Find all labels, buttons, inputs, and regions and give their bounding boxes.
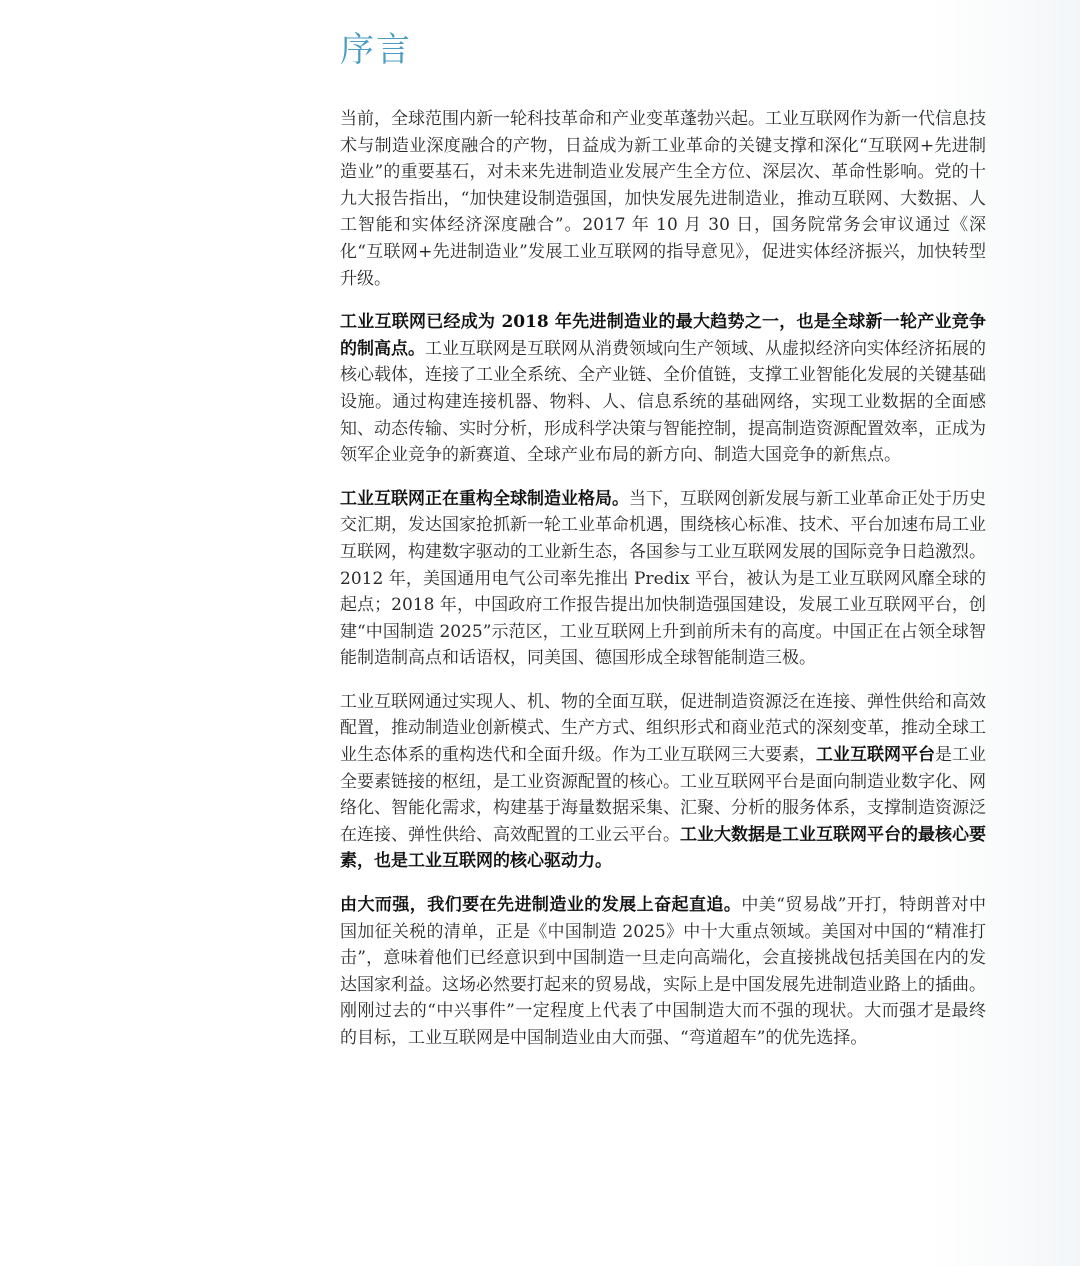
paragraph-lead: 工业互联网已经成为 2018 年先进制造业的最大趋势之一，也是全球新一轮产业竞争的制高点。 bbox=[340, 312, 986, 359]
paragraph-emphasis: 工业互联网平台 bbox=[816, 745, 935, 766]
paragraph-4 bbox=[340, 689, 986, 875]
paragraph-3 bbox=[340, 486, 986, 672]
paragraph-text: 工业互联网是互联网从消费领域向生产领域、从虚拟经济向实体经济拓展的核心载体，连接了工业全系统、全产业链、全价值链，支撑工业智能化发展的关键基础设施。通过构建连接机器、物料、人、信息系统的基础网络，实现工业数据的全面感知、动态传输、实时分析，形成科学决策与智能控制，提高制造资源配置效率，正成为领军企业竞争的新赛道、全球产业布局的新方向、制造大国竞争的新焦点。 bbox=[340, 338, 986, 466]
page-title: 序言 bbox=[340, 30, 412, 70]
paragraph-2 bbox=[340, 309, 986, 469]
body-text bbox=[340, 106, 986, 1069]
paragraph-text: 当下，互联网创新发展与新工业革命正处于历史交汇期，发达国家抢抓新一轮工业革命机遇，围绕核心标准、技术、平台加速布局工业互联网，构建数字驱动的工业新生态，各国参与工业互联网发展的国际竞争日趋激烈。2012 年，美国通用电气公司率先推出 Predix 平台，被认为是工业互联网风靡全球的起点；2018 年，中国政府工作报告提出加快制造强国建设，发展工业互联网平台，创建“中国制造 2025”示范区，工业互联网上升到前所未有的高度。中国正在占领全球智能制造制高点和话语权，同美国、德国形成全球智能制造三极。 bbox=[340, 488, 986, 669]
paragraph-emphasis-closing: 工业大数据是工业互联网平台的最核心要素，也是工业互联网的核心驱动力。 bbox=[340, 824, 986, 872]
paragraph-5 bbox=[340, 892, 986, 1052]
paragraph-text-continued: 是工业全要素链接的枢纽，是工业资源配置的核心。工业互联网平台是面向制造业数字化、网络化、智能化需求，构建基于海量数据采集、汇聚、分析的服务体系，支撑制造资源泛在连接、弹性供给、高效配置的工业云平台。 bbox=[340, 745, 986, 845]
paragraph-text: 中美“贸易战”开打，特朗普对中国加征关税的清单，正是《中国制造 2025》中十大重点领域。美国对中国的“精准打击”，意味着他们已经意识到中国制造一旦走向高端化，会直接挑战包括美国在内的发达国家利益。这场必然要打起来的贸易战，实际上是中国发展先进制造业路上的插曲。刚刚过去的“中兴事件”一定程度上代表了中国制造大而不强的现状。大而强才是最终的目标，工业互联网是中国制造业由大而强、“弯道超车”的优先选择。 bbox=[340, 895, 986, 1048]
paragraph-lead: 由大而强，我们要在先进制造业的发展上奋起直追。 bbox=[340, 895, 742, 916]
paragraph-1 bbox=[340, 106, 986, 292]
paragraph-text: 当前，全球范围内新一轮科技革命和产业变革蓬勃兴起。工业互联网作为新一代信息技术与制造业深度融合的产物，日益成为新工业革命的关键支撑和深化“互联网+先进制造业”的重要基石，对未来先进制造业发展产生全方位、深层次、革命性影响。党的十九大报告指出，“加快建设制造强国，加快发展先进制造业，推动互联网、大数据、人工智能和实体经济深度融合”。2017 年 10 月 30 日，国务院常务会审议通过《深化“互联网+先进制造业”发展工业互联网的指导意见》，促进实体经济振兴，加快转型升级。 bbox=[340, 109, 986, 289]
paragraph-lead: 工业互联网正在重构全球制造业格局。 bbox=[340, 488, 629, 509]
paragraph-text: 工业互联网通过实现人、机、物的全面互联，促进制造资源泛在连接、弹性供给和高效配置，推动制造业创新模式、生产方式、组织形式和商业范式的深刻变革，推动全球工业生态体系的重构迭代和全面升级。作为工业互联网三大要素， bbox=[340, 691, 986, 766]
